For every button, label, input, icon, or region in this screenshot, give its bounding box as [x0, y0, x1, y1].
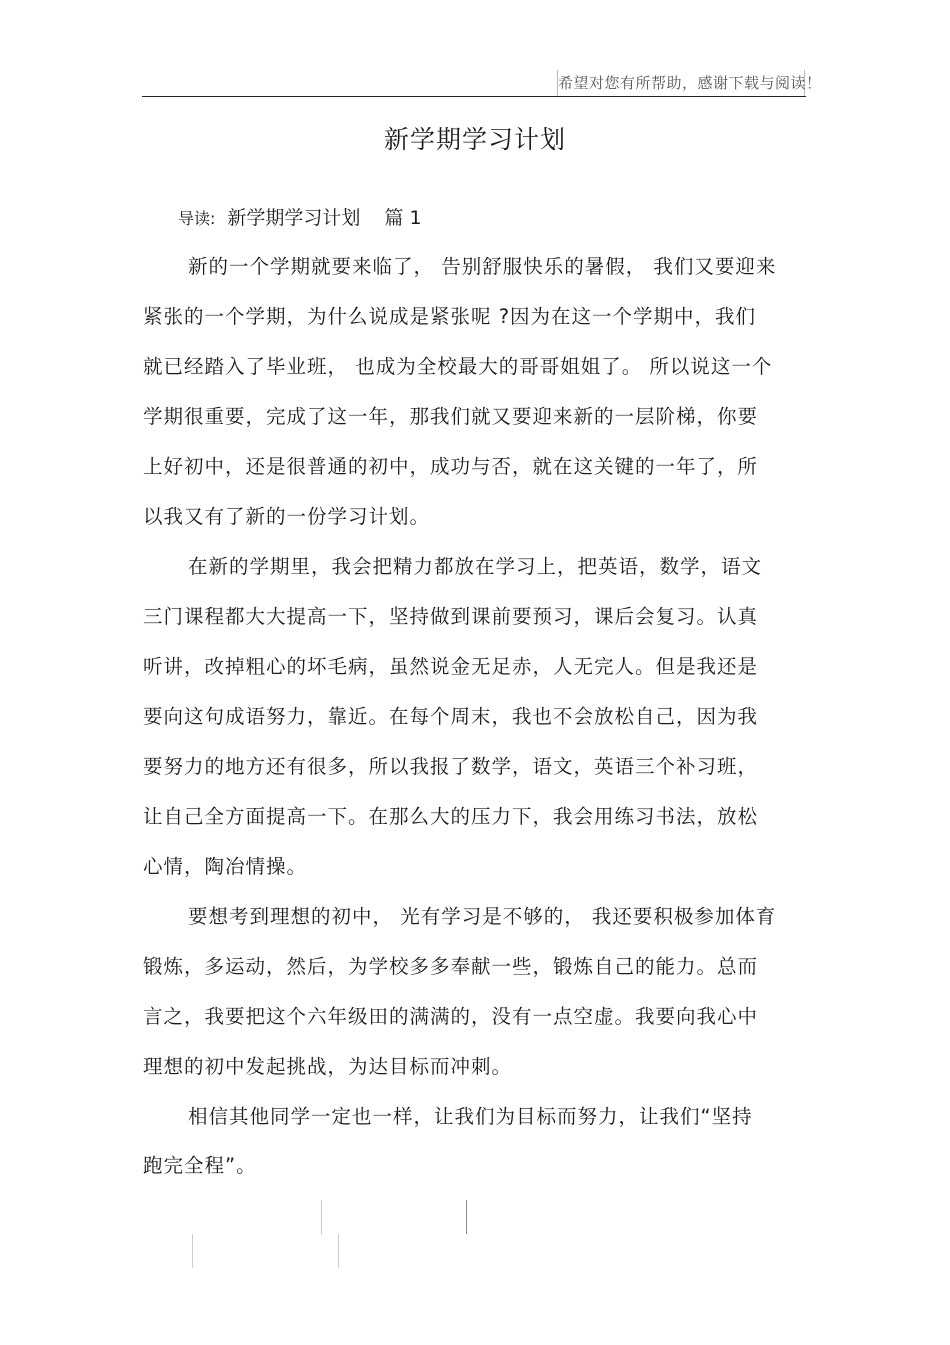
body-line: 在新的学期里，我会把精力都放在学习上，把英语，数学，语文 — [188, 555, 763, 578]
intro-label: 导读: — [178, 209, 216, 228]
body-line: 心情，陶冶情操。 — [143, 855, 308, 878]
header-note: 希望对您有所帮助，感谢下载与阅读！ — [557, 70, 805, 96]
header-divider — [142, 96, 806, 97]
scan-artifact — [466, 1200, 467, 1234]
scan-artifact — [192, 1234, 193, 1268]
body-line: 新的一个学期就要来临了， 告别舒服快乐的暑假， 我们又要迎来 — [188, 255, 777, 278]
body-line: 要想考到理想的初中， 光有学习是不够的， 我还要积极参加体育 — [188, 905, 777, 928]
body-line: 让自己全方面提高一下。在那么大的压力下，我会用练习书法，放松 — [143, 805, 759, 828]
body-line: 相信其他同学一定也一样，让我们为目标而努力，让我们“坚持 — [188, 1105, 753, 1128]
body-line: 跑完全程”。 — [143, 1154, 257, 1177]
body-line: 锻炼，多运动，然后，为学校多多奉献一些，锻炼自己的能力。总而 — [143, 955, 759, 978]
scan-artifact — [338, 1234, 339, 1268]
body-line: 就已经踏入了毕业班， 也成为全校最大的哥哥姐姐了。 所以说这一个 — [143, 355, 773, 378]
body-line: 言之，我要把这个六年级田的满满的，没有一点空虚。我要向我心中 — [143, 1005, 759, 1028]
body-line: 紧张的一个学期，为什么说成是紧张呢 ?因为在这一个学期中，我们 — [143, 305, 757, 328]
intro-line — [178, 198, 422, 239]
body-line: 学期很重要，完成了这一年，那我们就又要迎来新的一层阶梯，你要 — [143, 405, 759, 428]
body-line: 三门课程都大大提高一下，坚持做到课前要预习，课后会复习。认真 — [143, 605, 759, 628]
intro-text: 新学期学习计划 — [227, 207, 361, 229]
body-line: 上好初中，还是很普通的初中，成功与否，就在这关键的一年了，所 — [143, 455, 759, 478]
body-line: 理想的初中发起挑战，为达目标而冲刺。 — [143, 1055, 513, 1078]
body-line: 以我又有了新的一份学习计划。 — [143, 505, 431, 528]
body-line: 要努力的地方还有很多，所以我报了数学，语文，英语三个补习班， — [143, 755, 759, 778]
intro-section: 篇 1 — [384, 207, 422, 229]
body-line: 听讲，改掉粗心的坏毛病，虽然说金无足赤，人无完人。但是我还是 — [143, 655, 759, 678]
body-line: 要向这句成语努力，靠近。在每个周末，我也不会放松自己，因为我 — [143, 705, 759, 728]
document-title: 新学期学习计划 — [383, 125, 566, 154]
scan-artifact — [321, 1200, 322, 1234]
